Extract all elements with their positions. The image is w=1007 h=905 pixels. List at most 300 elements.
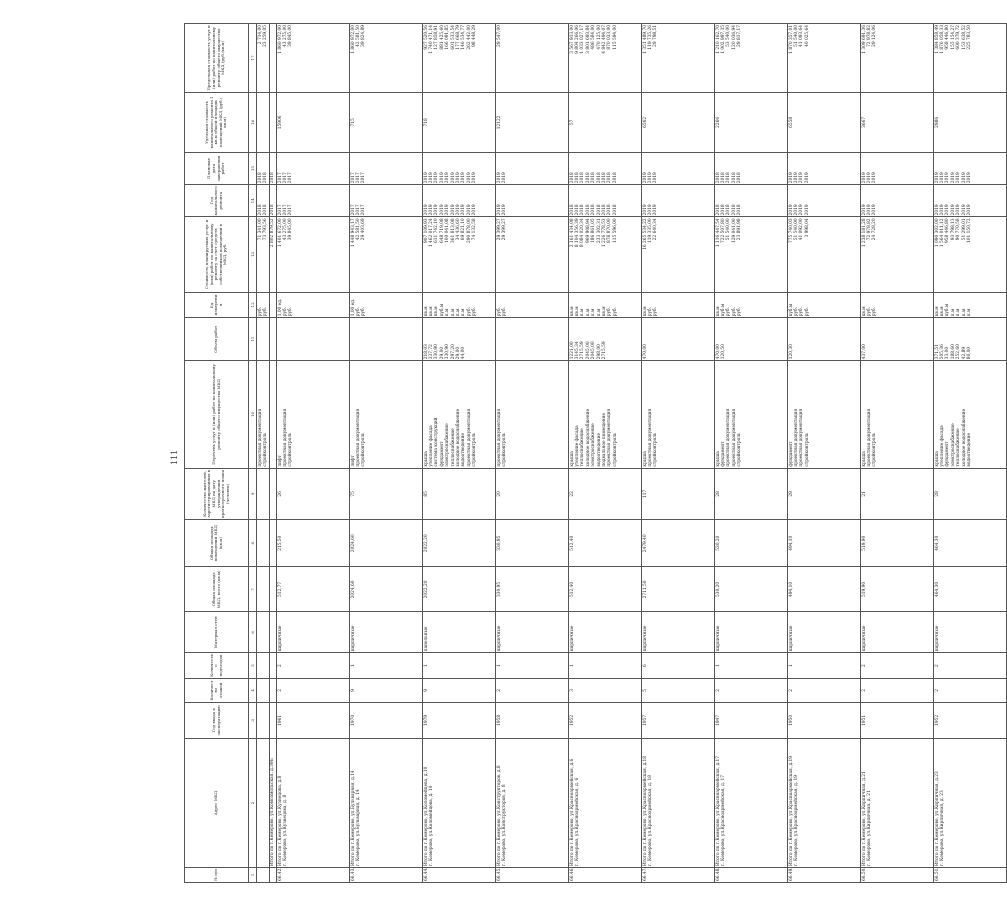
table-cell: кирпичные: [496, 612, 569, 653]
volume-line: 120,50: [721, 344, 727, 360]
year-line: 2018: [569, 204, 575, 216]
limit-line: 486 584,00: [591, 25, 597, 50]
cost-line: 23 891,98: [737, 218, 743, 241]
unit-line: руб.: [731, 307, 737, 317]
table-row: [257, 24, 270, 883]
year-line: 2019: [867, 172, 873, 184]
year-line: 2018: [596, 204, 602, 216]
table-cell: 2024,60: [350, 520, 423, 567]
table-cell: 512,40: [569, 567, 642, 612]
table-cell: [715, 361, 788, 468]
unit-line: п.м: [961, 308, 967, 317]
table-cell: [569, 217, 642, 292]
address-total: Итого по г.Кемерово, ул.Бульварная, д.14: [350, 770, 356, 866]
work-line: крыша: [715, 451, 721, 467]
work-line: лифт: [277, 455, 283, 467]
work-line: крыша: [861, 451, 867, 467]
table-cell: 1952: [934, 702, 1007, 739]
unit-line: п.м: [596, 308, 602, 317]
work-line: электроснабжение: [950, 423, 956, 467]
table-cell: [715, 318, 788, 361]
year-line: 2017: [350, 172, 356, 184]
year-line: 2019: [861, 204, 867, 216]
limit-line: 601 533,54: [450, 25, 456, 50]
table-cell: 117: [642, 468, 715, 520]
volume-line: [737, 319, 742, 359]
table-cell: [642, 361, 715, 468]
volume-line: 470,00: [715, 344, 721, 360]
table-cell: [269, 612, 276, 653]
year-line: 2018: [580, 204, 586, 216]
limit-line: 43 275,00: [283, 25, 289, 47]
table-cell: 29: [788, 468, 861, 520]
table-cell: [257, 24, 270, 93]
work-line: стройконтроль: [472, 432, 478, 467]
work-line: теплоснабжение: [580, 428, 586, 467]
column-number: 9: [249, 468, 257, 520]
cost-line: 1 462 017,24: [429, 218, 435, 248]
cost-line: 51 299,01: [961, 218, 967, 241]
unit-line: руб.: [361, 307, 367, 317]
volume-line: 371,51: [934, 344, 940, 360]
table-cell: [350, 185, 423, 217]
column-header: Общая площадь МКД, всего (кв.м): [185, 567, 249, 612]
table-cell: [423, 185, 496, 217]
table-cell: [269, 468, 276, 520]
table-cell: 1: [350, 653, 423, 679]
limit-line: 51 540,00: [794, 25, 800, 47]
unit-line: руб.: [283, 307, 289, 317]
year-line: 2019: [456, 172, 462, 184]
volume-line: 80,00: [967, 346, 973, 360]
table-cell: 26: [277, 468, 350, 520]
year-line: 2018: [270, 204, 276, 216]
work-line: проектная документация: [867, 408, 873, 467]
table-cell: 1: [496, 653, 569, 679]
table-cell: [257, 217, 270, 292]
cost-line: 648 719,08: [439, 218, 445, 243]
table-cell: [350, 292, 423, 318]
table-cell: 2: [277, 679, 350, 703]
table-cell: [269, 653, 276, 679]
table-cell: 6562: [642, 92, 715, 152]
table-cell: 2022,20: [423, 567, 496, 612]
table-cell: 1970: [350, 702, 423, 739]
work-line: водоотведение: [967, 432, 973, 467]
limit-line: 225 783,50: [967, 25, 973, 50]
year-line: 2017: [288, 172, 294, 184]
table-cell: [788, 24, 861, 93]
limit-line: 119 735,26: [648, 25, 654, 50]
year-line: 2018: [602, 204, 608, 216]
volume-line: [361, 319, 366, 359]
table-cell: 530,20: [715, 567, 788, 612]
limit-line: 4 842 494,07: [602, 25, 608, 54]
table-cell: 22: [569, 468, 642, 520]
volume-line: 252,60: [956, 344, 962, 360]
year-line: 2017: [356, 204, 362, 216]
cost-line: 29 399,27: [496, 218, 502, 241]
volume-line: [502, 319, 507, 359]
address: г. Кемерово, ул.Красноармейская, д. 19: [794, 775, 800, 866]
unit-line: руб.: [472, 307, 478, 317]
table-cell: [569, 361, 642, 468]
cost-line: 1 090 302,00: [934, 218, 940, 248]
year-line: 2018: [262, 172, 268, 184]
table-cell: [861, 152, 934, 184]
table-cell: [934, 361, 1007, 468]
limit-line: 1 870 357,01: [788, 25, 794, 54]
cost-line: 1 401 672,00: [277, 218, 283, 248]
unit-line: п.м: [956, 308, 962, 317]
limit-line: 166 091,85: [445, 25, 451, 50]
table-cell: [257, 567, 270, 612]
unit-line: кв.м: [434, 306, 440, 317]
column-header: Удельная стоимость капитального ремонта 1 кв.м общей площади помещений МКД (руб./кв.м): [185, 92, 249, 152]
limit-line: 39 845,00: [288, 25, 294, 47]
unit-line: руб.: [502, 307, 508, 317]
limit-line: 40 025,64: [804, 25, 810, 47]
year-line: 2018: [715, 204, 721, 216]
year-line: 2017: [288, 204, 294, 216]
unit-line: кв.м: [940, 306, 946, 317]
table-cell: [934, 24, 1007, 93]
work-line: проектная документация: [648, 408, 654, 467]
table-cell: [277, 739, 350, 868]
table-cell: [715, 24, 788, 93]
limit-line: 41 093,64: [799, 25, 805, 47]
table-cell: Итого по г.Кемерово, ул.Комсомольская, д.39Б: [269, 739, 276, 868]
table-cell: 2: [788, 679, 861, 703]
column-header: Объем работ: [185, 318, 249, 361]
work-line: фундамент: [945, 441, 951, 467]
work-line: стройконтроль: [653, 432, 659, 467]
table-cell: 57: [569, 92, 642, 152]
column-number: 12: [249, 292, 257, 318]
table-cell: [423, 318, 496, 361]
table-cell: [642, 318, 715, 361]
table-cell: 1961: [277, 702, 350, 739]
year-line: 2019: [445, 172, 451, 184]
table-cell: [269, 361, 276, 468]
cost-line: 2 161 434,08: [569, 218, 575, 248]
page-number: 111: [170, 449, 179, 465]
table-cell: [715, 152, 788, 184]
limit-line: 115 594,00: [612, 25, 618, 50]
year-line: 2018: [257, 172, 263, 184]
table-cell: 1: [569, 653, 642, 679]
limit-line: 177 668,79: [456, 25, 462, 50]
unit-line: кв.м: [569, 306, 575, 317]
table-cell: 66.43.: [350, 867, 423, 882]
unit-line: руб.: [726, 307, 732, 317]
year-line: 2019: [434, 172, 440, 184]
volume-line: 330,90: [445, 344, 451, 360]
volume-line: 298,00: [596, 344, 602, 360]
table-cell: [642, 739, 715, 868]
limit-line: 262 442,00: [466, 25, 472, 50]
year-line: 2017: [356, 172, 362, 184]
table-cell: [715, 217, 788, 292]
cost-line: 1 238 181,28: [861, 218, 867, 248]
limit-line: 98 448,29: [472, 25, 478, 47]
column-number: 8: [249, 520, 257, 567]
cost-line: 611 742,10: [434, 218, 440, 243]
limit-line: 927 520,56: [423, 25, 429, 50]
year-line: 2018: [585, 172, 591, 184]
year-line: 2019: [872, 172, 878, 184]
column-number: 13: [249, 217, 257, 292]
unit-line: руб.: [262, 307, 268, 317]
year-line: 2019: [950, 204, 956, 216]
table-cell: 2: [934, 653, 1007, 679]
volume-line: 297,20: [450, 344, 456, 360]
table-cell: [269, 152, 276, 184]
year-line: 2018: [731, 172, 737, 184]
work-line: холодное водоснабжение: [585, 408, 591, 467]
table-cell: 85: [423, 468, 496, 520]
table-cell: [257, 520, 270, 567]
column-number: 11: [249, 318, 257, 361]
table-cell: [257, 612, 270, 653]
table-cell: [934, 292, 1007, 318]
table-row: [350, 24, 423, 883]
unit-line: руб.: [257, 307, 263, 317]
table-cell: [642, 292, 715, 318]
year-line: 2018: [602, 172, 608, 184]
cost-line: 290 878,00: [466, 218, 472, 243]
limit-line: 470 125,00: [596, 25, 602, 50]
table-cell: [269, 567, 276, 612]
table-cell: [788, 361, 861, 468]
work-line: водоотведение: [461, 432, 467, 467]
column-header: Количество этажей: [185, 679, 249, 703]
limit-line: 29 124,06: [872, 25, 878, 47]
table-cell: [496, 739, 569, 868]
table-cell: 1951: [861, 702, 934, 739]
table-cell: 9: [423, 679, 496, 703]
work-line: проектная документация: [496, 408, 502, 467]
year-line: 2019: [456, 204, 462, 216]
table-cell: 2479,40: [642, 520, 715, 567]
year-line: 2018: [726, 172, 732, 184]
cost-line: 24 728,20: [872, 218, 878, 241]
cost-line: 51 540,00: [726, 218, 732, 241]
year-line: 2019: [648, 172, 654, 184]
table-cell: [269, 92, 276, 152]
table-cell: [861, 739, 934, 868]
table-row: [423, 24, 496, 883]
year-line: 2017: [283, 172, 289, 184]
year-line: 2019: [642, 204, 648, 216]
year-line: 2018: [575, 172, 581, 184]
volume-line: 120,30: [788, 344, 794, 360]
unit-line: кв.м: [423, 306, 429, 317]
work-line: проектная документация: [794, 408, 800, 467]
table-cell: 3667: [861, 92, 934, 152]
cost-line: 129 041,00: [731, 218, 737, 243]
limit-line: 1 860 972,00: [277, 25, 283, 54]
cost-line: 71 341,00: [257, 218, 263, 241]
table-cell: 464,30: [934, 567, 1007, 612]
column-number-row: [249, 24, 257, 883]
year-line: 2017: [350, 204, 356, 216]
limit-line: 3 801 693,84: [585, 25, 591, 54]
year-line: 2018: [731, 204, 737, 216]
unit-line: руб.: [799, 307, 805, 317]
table-cell: 464,30: [934, 520, 1007, 567]
limit-line: 29 547,00: [496, 25, 502, 47]
cost-line: 93 798,13: [950, 218, 956, 241]
column-number: 4: [249, 679, 257, 703]
unit-line: 1,00 ед.: [350, 298, 356, 317]
volume-line: [613, 319, 618, 359]
cost-line: 69 821,10: [461, 218, 467, 241]
table-cell: [277, 185, 350, 217]
table-cell: 494,10: [788, 567, 861, 612]
limit-line: 1 384 858,49: [934, 25, 940, 54]
year-line: 2019: [945, 204, 951, 216]
table-cell: кирпичные: [861, 612, 934, 653]
year-line: 2017: [277, 204, 283, 216]
year-line: 2019: [653, 204, 659, 216]
unit-line: кв.м: [602, 306, 608, 317]
volume-line: 3145,34: [575, 341, 581, 360]
table-cell: кирпичные: [934, 612, 1007, 653]
volume-line: 29,00: [439, 346, 445, 360]
unit-line: п.м: [450, 308, 456, 317]
cost-line: 51 540,00: [794, 218, 800, 241]
table-cell: 9: [350, 679, 423, 703]
table-cell: 1: [788, 653, 861, 679]
table-cell: 66.45.: [496, 867, 569, 882]
table-cell: [423, 361, 496, 468]
table-cell: 330,95: [496, 520, 569, 567]
table-cell: [269, 318, 276, 361]
limit-line: 600 379,72: [956, 25, 962, 50]
table-cell: 2: [861, 653, 934, 679]
cost-line: 74 132,58: [472, 218, 478, 241]
year-line: 2019: [956, 172, 962, 184]
year-line: 2019: [653, 172, 659, 184]
table-cell: 66.46.: [569, 867, 642, 882]
table-cell: [569, 318, 642, 361]
table-cell: 1958: [496, 702, 569, 739]
table-cell: 2: [861, 679, 934, 703]
work-line: проектная документация: [356, 408, 362, 467]
volume-line: 2715,59: [580, 341, 586, 360]
table-row: [569, 24, 642, 883]
table-cell: [861, 185, 934, 217]
limit-line: 1 002 997,35: [721, 25, 727, 54]
unit-line: куб.м: [788, 303, 794, 317]
table-body: [249, 24, 1007, 883]
table-cell: [861, 217, 934, 292]
year-line: 2019: [804, 172, 810, 184]
year-line: 2019: [466, 204, 472, 216]
table-cell: [269, 679, 276, 703]
table-cell: [861, 361, 934, 468]
table-cell: [257, 468, 270, 520]
volume-line: 1221,00: [569, 341, 575, 360]
address: г. Кемерово, ул.Кирпичная, д. 23: [940, 790, 946, 866]
table-cell: [269, 292, 276, 318]
year-line: 2018: [585, 204, 591, 216]
cost-line: 722 507,80: [721, 218, 727, 243]
table-cell: 2: [715, 679, 788, 703]
year-line: 2018: [596, 172, 602, 184]
table-cell: 519,90: [861, 520, 934, 567]
year-line: 2019: [423, 204, 429, 216]
volume-line: 2045,00: [591, 341, 597, 360]
unit-line: куб.м: [945, 303, 951, 317]
limit-line: 127 858,91: [434, 25, 440, 50]
volume-line: 505,36: [940, 344, 946, 360]
year-line: 2019: [472, 204, 478, 216]
year-line: 2019: [872, 204, 878, 216]
table-cell: [642, 152, 715, 184]
column-number: 3: [249, 702, 257, 739]
table-cell: 1947: [715, 702, 788, 739]
year-line: 2018: [270, 172, 276, 184]
volume-line: 337,72: [429, 344, 435, 360]
year-line: 2018: [607, 204, 613, 216]
volume-line: 218,03: [423, 344, 429, 360]
volume-line: [472, 319, 477, 359]
table-cell: 2266: [715, 92, 788, 152]
volume-line: 330,90: [434, 344, 440, 360]
table-cell: 215,50: [277, 520, 350, 567]
work-line: утепление фасада: [940, 425, 946, 467]
year-line: 2019: [804, 204, 810, 216]
table-cell: [642, 185, 715, 217]
limit-line: 881 425,60: [439, 25, 445, 50]
address-total: Итого по г.Кемерово, ул.Кирпичная, д.21: [861, 771, 867, 866]
table-cell: 2986: [934, 92, 1007, 152]
table-row: [496, 24, 569, 883]
table-cell: 12122: [496, 92, 569, 152]
work-line: стройконтроль: [612, 432, 618, 467]
table-cell: [277, 292, 350, 318]
year-line: 2018: [715, 172, 721, 184]
unit-line: руб.: [496, 307, 502, 317]
column-number: 6: [249, 612, 257, 653]
volume-line: [288, 319, 293, 359]
table-cell: [269, 217, 276, 292]
table-cell: 66.50.: [861, 867, 934, 882]
year-line: 2019: [466, 172, 472, 184]
table-cell: 2024,60: [350, 567, 423, 612]
limit-line: 1 033 027,17: [580, 25, 586, 54]
year-line: 2019: [934, 172, 940, 184]
work-line: проектная документация: [607, 408, 613, 467]
work-line: стройконтроль: [804, 432, 810, 467]
year-line: 2019: [940, 172, 946, 184]
cost-line: 100 041,08: [445, 218, 451, 243]
year-line: 2019: [423, 172, 429, 184]
column-header: Перечень услуг и (или) работ по капитальному ремонту общего имущества МКД: [185, 361, 249, 468]
table-cell: кирпичные: [277, 612, 350, 653]
column-header: Ед. измерения: [185, 292, 249, 318]
year-line: 2018: [591, 172, 597, 184]
column-number: 17: [249, 24, 257, 93]
unit-line: руб.: [872, 307, 878, 317]
unit-line: руб.: [288, 307, 294, 317]
table-cell: [350, 152, 423, 184]
year-line: 2019: [967, 172, 973, 184]
work-line: подвальное помещение: [602, 412, 608, 467]
work-line: теплоснабжение: [450, 428, 456, 467]
